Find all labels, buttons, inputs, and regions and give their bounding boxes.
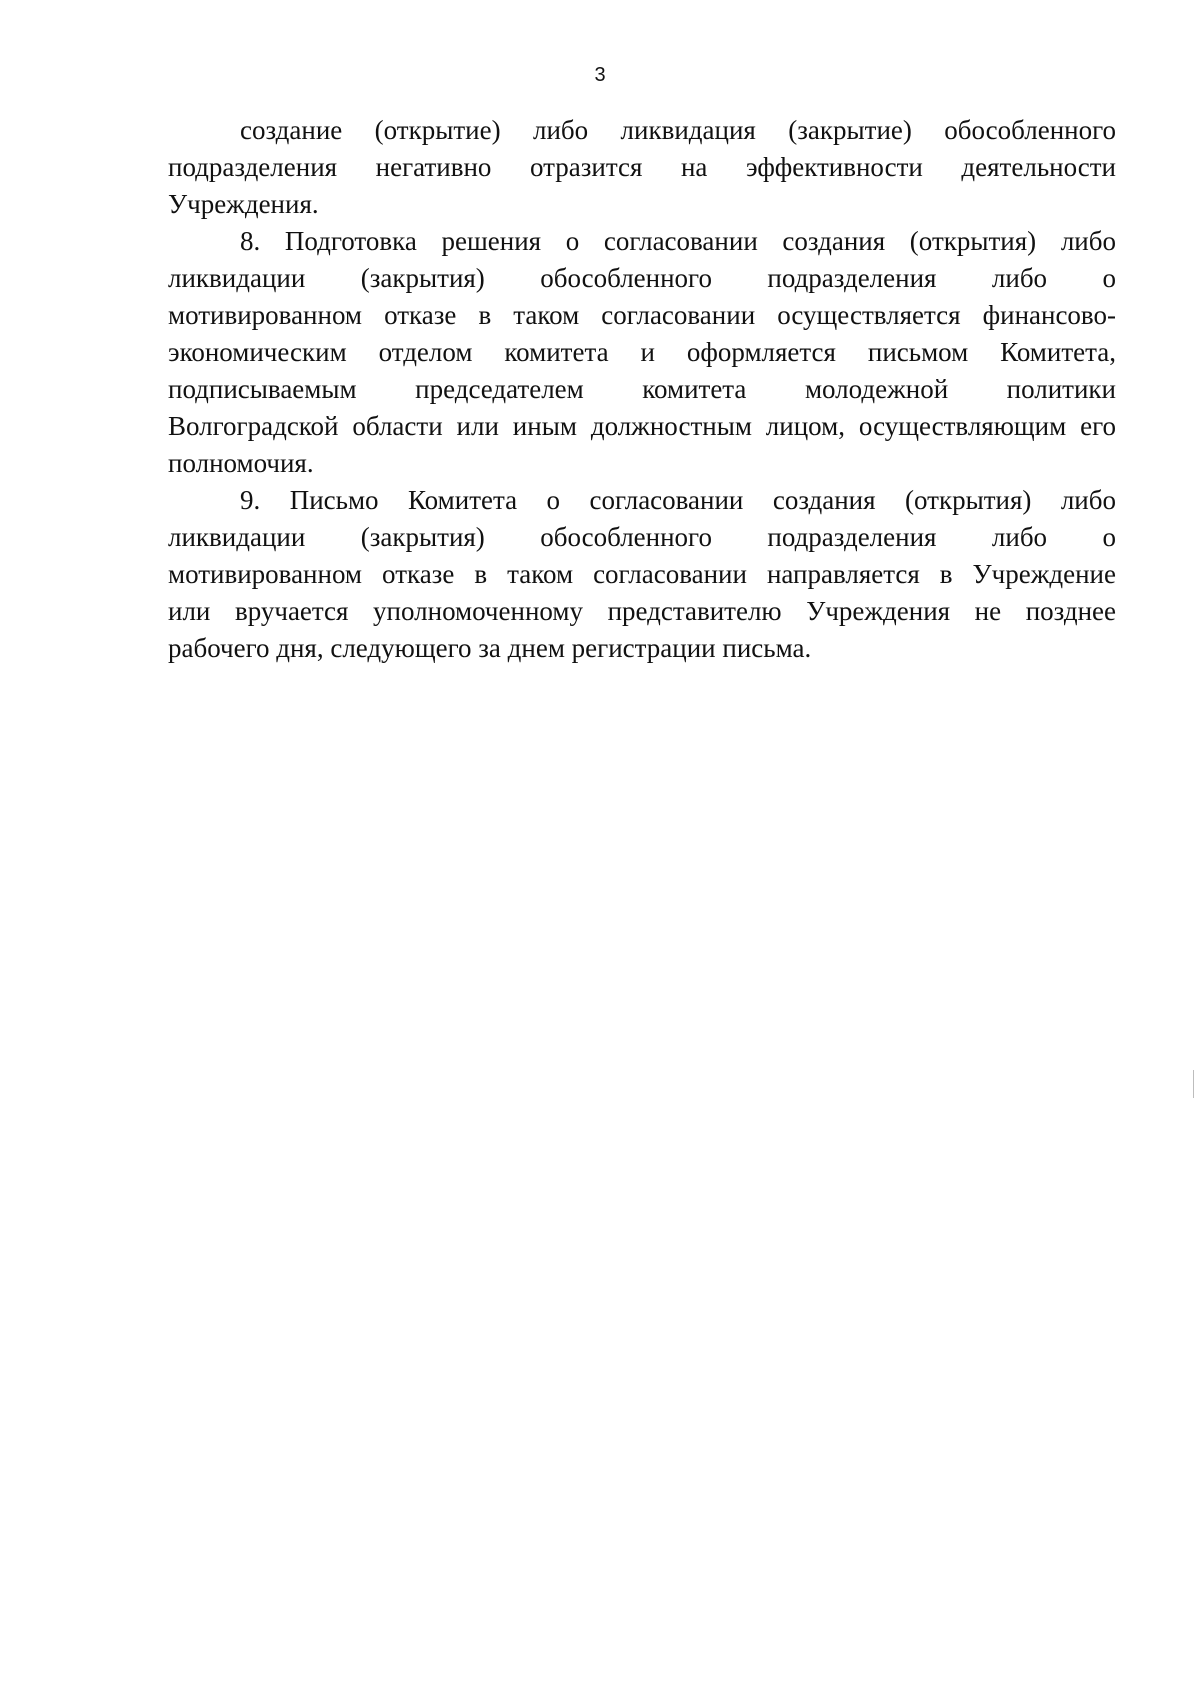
page-number: 3 xyxy=(594,64,606,86)
text-line: мотивированном отказе в таком согласовании направляется в Учреждение xyxy=(168,559,1116,589)
text-line: мотивированном отказе в таком согласовании осуществляется финансово- xyxy=(168,300,1116,330)
text-line: подписываемым председателем комитета молодежной политики xyxy=(168,374,1116,404)
text-line: 9. Письмо Комитета о согласовании создания (открытия) либо xyxy=(240,485,1116,515)
text-line: или вручается уполномоченному представителю Учреждения не позднее xyxy=(168,596,1116,626)
paragraph-continuation xyxy=(168,112,1116,223)
text-line: подразделения негативно отразится на эффективности деятельности xyxy=(168,152,1116,182)
text-line: создание (открытие) либо ликвидация (закрытие) обособленного xyxy=(240,115,1116,145)
text-line: Волгоградской области или иным должностным лицом, осуществляющим его xyxy=(168,411,1116,441)
text-line: экономическим отделом комитета и оформляется письмом Комитета, xyxy=(168,337,1116,367)
document-body xyxy=(168,112,1116,667)
text-line: рабочего дня, следующего за днем регистрации письма. xyxy=(168,633,812,663)
text-line: ликвидации (закрытия) обособленного подразделения либо о xyxy=(168,522,1116,552)
text-line: Учреждения. xyxy=(168,189,319,219)
text-line: ликвидации (закрытия) обособленного подразделения либо о xyxy=(168,263,1116,293)
paragraph-item-8 xyxy=(168,223,1116,482)
scan-edge-mark xyxy=(1193,1070,1194,1098)
text-line: полномочия. xyxy=(168,448,314,478)
paragraph-item-9 xyxy=(168,482,1116,667)
text-line: 8. Подготовка решения о согласовании создания (открытия) либо xyxy=(240,226,1116,256)
